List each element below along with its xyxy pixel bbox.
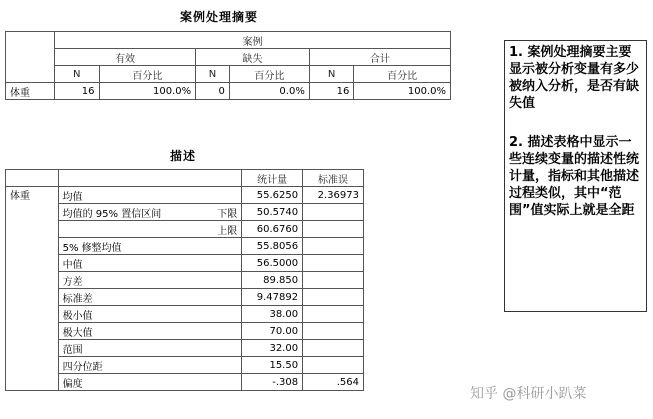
stat-sublabel xyxy=(196,255,242,272)
se-value xyxy=(303,221,364,238)
se-value: 2.36973 xyxy=(303,187,364,204)
stat-value: 32.00 xyxy=(242,340,303,357)
valid-pct: 100.0% xyxy=(99,83,196,100)
col-pct: 百分比 xyxy=(99,66,196,83)
stat-value: 55.8056 xyxy=(242,238,303,255)
se-value xyxy=(303,204,364,221)
stat-label: 标准差 xyxy=(58,289,196,306)
valid-n: 16 xyxy=(55,83,100,100)
var-label: 体重 xyxy=(6,187,59,391)
missing-pct: 0.0% xyxy=(229,83,309,100)
stat-label: 极大值 xyxy=(58,323,196,340)
table-row xyxy=(6,187,364,204)
stat-sublabel xyxy=(196,323,242,340)
watermark: 知乎 @科研小趴菜 xyxy=(470,386,587,402)
stat-sublabel xyxy=(196,306,242,323)
se-value xyxy=(303,357,364,374)
stat-sublabel xyxy=(196,187,242,204)
stat-label: 均值的 95% 置信区间 xyxy=(58,204,196,221)
table-row xyxy=(6,357,364,374)
stat-sublabel: 上限 xyxy=(196,221,242,238)
descriptives-table xyxy=(5,169,364,391)
stat-label: 均值 xyxy=(58,187,196,204)
row-label: 体重 xyxy=(6,83,55,100)
stat-value: 89.850 xyxy=(242,272,303,289)
stat-label: 四分位距 xyxy=(58,357,196,374)
table-row xyxy=(6,374,364,391)
stat-label: 方差 xyxy=(58,272,196,289)
note-box xyxy=(504,40,647,312)
col-stat: 统计量 xyxy=(242,170,303,187)
blank-cell xyxy=(58,170,196,187)
stat-sublabel: 下限 xyxy=(196,204,242,221)
col-n: N xyxy=(196,66,230,83)
total-n: 16 xyxy=(309,83,354,100)
stat-sublabel xyxy=(196,272,242,289)
stat-value: 38.00 xyxy=(242,306,303,323)
table-row xyxy=(6,221,364,238)
table-row xyxy=(6,289,364,306)
se-value xyxy=(303,238,364,255)
group-valid: 有效 xyxy=(55,49,196,66)
stat-value: 70.00 xyxy=(242,323,303,340)
stat-value: 56.5000 xyxy=(242,255,303,272)
table-row xyxy=(6,306,364,323)
stat-value: 60.6760 xyxy=(242,221,303,238)
corner-cell xyxy=(6,32,55,83)
blank-cell xyxy=(196,170,242,187)
se-value xyxy=(303,272,364,289)
stat-label: 偏度 xyxy=(58,374,196,391)
table-row xyxy=(6,204,364,221)
col-n: N xyxy=(55,66,100,83)
se-value xyxy=(303,340,364,357)
table-row xyxy=(6,272,364,289)
stat-sublabel xyxy=(196,357,242,374)
col-pct: 百分比 xyxy=(229,66,309,83)
table-row xyxy=(6,255,364,272)
stat-label: 5% 修整均值 xyxy=(58,238,196,255)
stat-sublabel xyxy=(196,238,242,255)
summary-title: 案例处理摘要 xyxy=(180,10,259,24)
case-summary-table xyxy=(5,31,451,100)
col-n: N xyxy=(309,66,354,83)
col-se: 标准误 xyxy=(303,170,364,187)
stat-sublabel xyxy=(196,374,242,391)
case-header: 案例 xyxy=(55,32,451,49)
table-row xyxy=(6,340,364,357)
table-row xyxy=(6,238,364,255)
stat-value: 50.5740 xyxy=(242,204,303,221)
stat-label: 范围 xyxy=(58,340,196,357)
table-row xyxy=(6,323,364,340)
stat-value: 15.50 xyxy=(242,357,303,374)
missing-n: 0 xyxy=(196,83,230,100)
stat-value: -.308 xyxy=(242,374,303,391)
se-value xyxy=(303,323,364,340)
corner-cell xyxy=(6,170,59,187)
total-pct: 100.0% xyxy=(354,83,451,100)
stat-sublabel xyxy=(196,340,242,357)
group-missing: 缺失 xyxy=(196,49,310,66)
note-paragraph-2: 2. 描述表格中显示一些连续变量的描述性统计量，指标和其他描述过程类似，其中“范围”值实际上就是全距 xyxy=(509,135,640,218)
note-paragraph-1: 1. 案例处理摘要主要显示被分析变量有多少被纳入分析，是否有缺失值 xyxy=(509,45,640,111)
se-value: .564 xyxy=(303,374,364,391)
descriptives-title: 描述 xyxy=(170,149,197,163)
stat-label: 极小值 xyxy=(58,306,196,323)
group-total: 合计 xyxy=(309,49,450,66)
se-value xyxy=(303,255,364,272)
col-pct: 百分比 xyxy=(354,66,451,83)
stat-label: 中值 xyxy=(58,255,196,272)
stat-sublabel xyxy=(196,289,242,306)
stat-value: 55.6250 xyxy=(242,187,303,204)
se-value xyxy=(303,289,364,306)
se-value xyxy=(303,306,364,323)
stat-label xyxy=(58,221,196,238)
stat-value: 9.47892 xyxy=(242,289,303,306)
